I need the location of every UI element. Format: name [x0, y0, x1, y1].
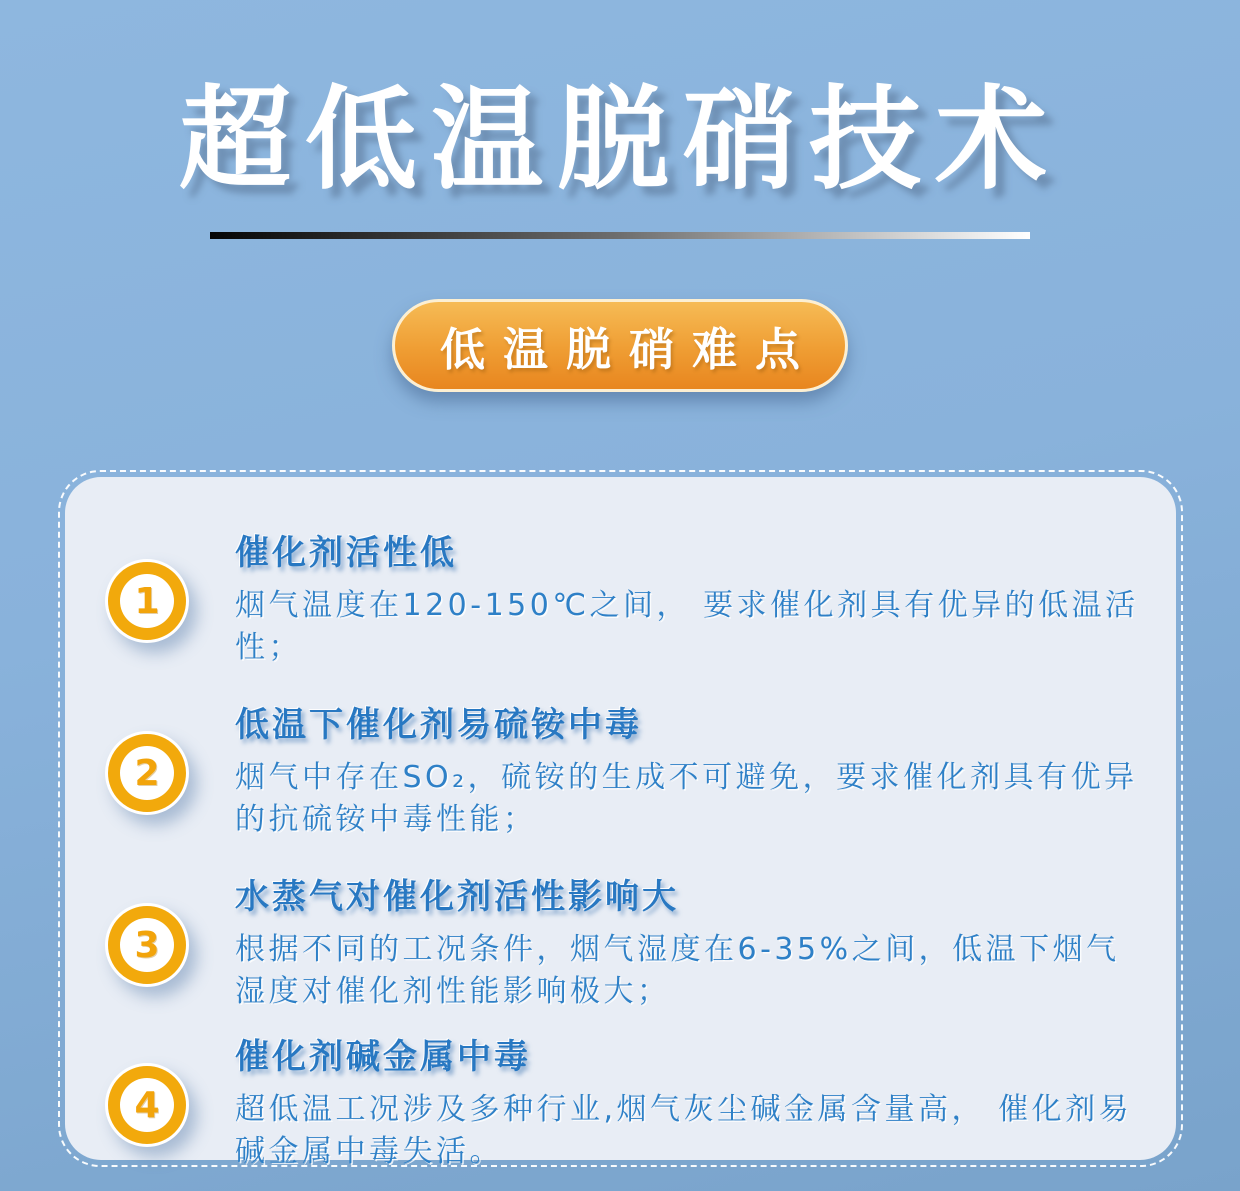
item-number: 3	[120, 918, 174, 972]
item-body: 根据不同的工况条件，烟气湿度在6-35%之间，低温下烟气湿度对催化剂性能影响极大；	[235, 932, 1120, 1009]
item-text	[235, 877, 1147, 1013]
difficulties-card-body	[65, 477, 1176, 1169]
item-heading: 水蒸气对催化剂活性影响大	[235, 877, 679, 917]
difficulty-item-2	[105, 705, 1176, 841]
item-text	[235, 705, 1147, 841]
item-heading: 催化剂活性低	[235, 533, 457, 573]
difficulty-item-1	[105, 533, 1176, 669]
item-text	[235, 1037, 1147, 1173]
page-title: 超低温脱硝技术	[179, 75, 1061, 205]
item-number: 4	[120, 1078, 174, 1132]
difficulty-item-3	[105, 877, 1176, 1013]
item-number: 1	[120, 574, 174, 628]
difficulties-card	[58, 470, 1183, 1167]
item-number: 2	[120, 746, 174, 800]
gradient-divider	[210, 232, 1030, 239]
number-badge-3	[105, 903, 189, 987]
item-text	[235, 533, 1147, 669]
number-badge-4	[105, 1063, 189, 1147]
section-badge: 低温脱硝难点	[392, 299, 848, 392]
difficulty-item-4	[105, 1037, 1176, 1173]
item-body: 烟气中存在SO₂，硫铵的生成不可避免，要求催化剂具有优异的抗硫铵中毒性能；	[235, 760, 1138, 837]
item-heading: 低温下催化剂易硫铵中毒	[235, 705, 642, 745]
number-badge-2	[105, 731, 189, 815]
item-heading: 催化剂碱金属中毒	[235, 1037, 531, 1077]
number-badge-1	[105, 559, 189, 643]
item-body: 超低温工况涉及多种行业,烟气灰尘碱金属含量高， 催化剂易碱金属中毒失活。	[235, 1092, 1133, 1169]
item-body: 烟气温度在120-150℃之间， 要求催化剂具有优异的低温活性；	[235, 588, 1139, 665]
